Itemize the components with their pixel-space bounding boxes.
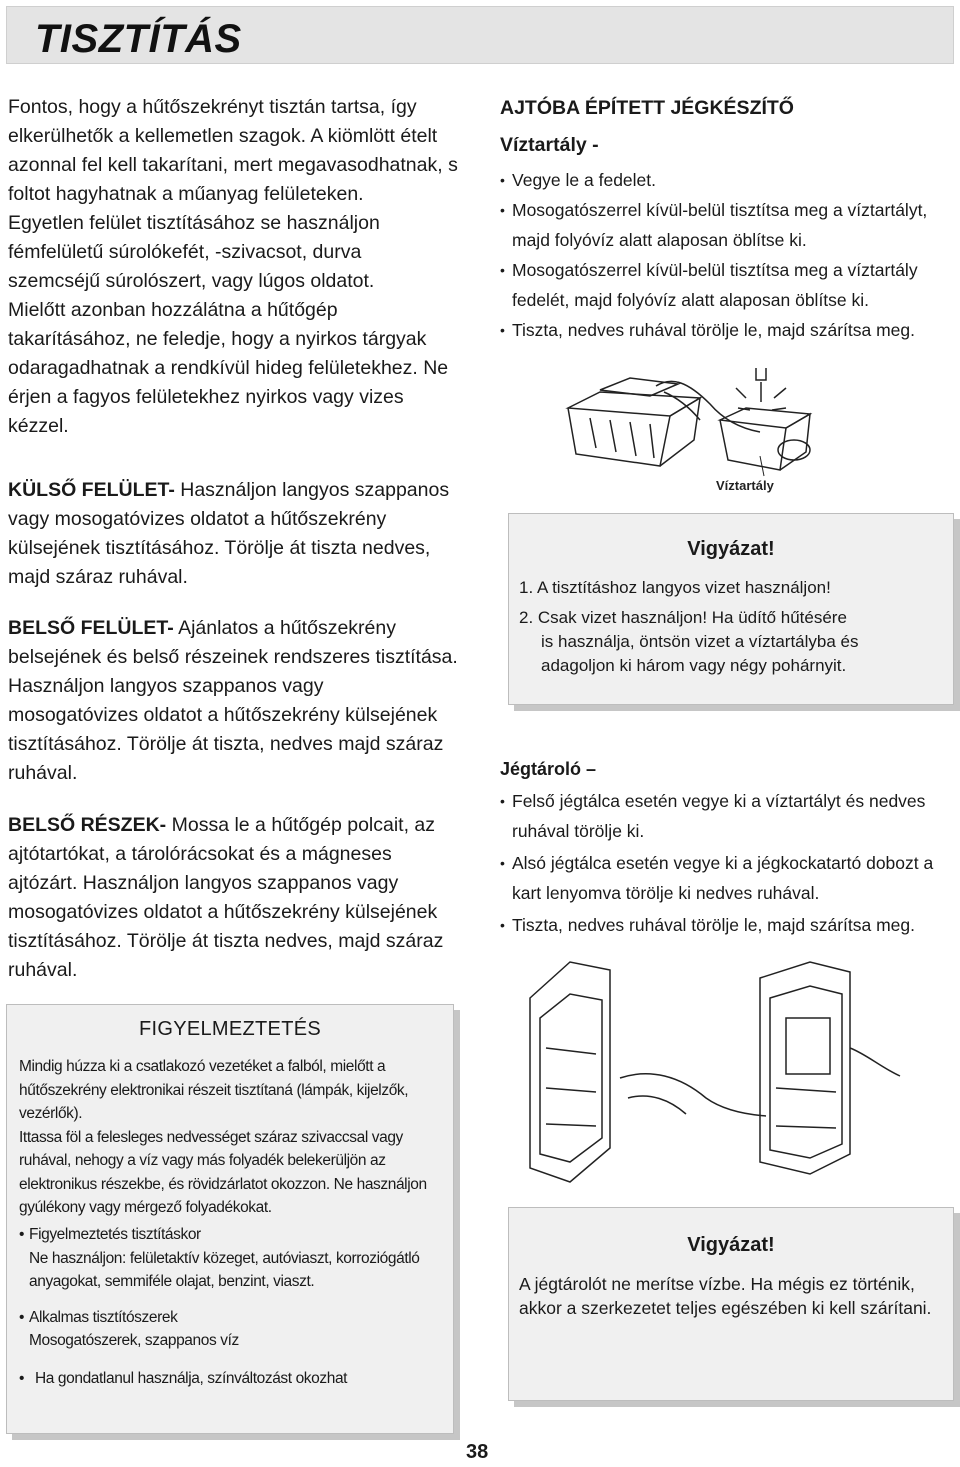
intro-paragraph-3: Mielőtt azonban hozzálátna a hűtőgép takarításához, ne feledje, hogy a nyirkos tárgyak odaragadhatnak a rendkívül hideg felületekhez. Ne érjen a fagyos felületekhez nyirkos vagy vizes kézzel.	[8, 299, 449, 437]
list-item: • Alsó jégtálca esetén vegye ki a jégkockatartó dobozt a kart lenyomva törölje ki nedves ruhával.	[500, 848, 955, 908]
exterior-section	[8, 476, 458, 592]
list-item: • Mosogatószerrel kívül-belül tisztítsa meg a víztartályt, majd folyóvíz alatt alaposan öblítse ki.	[500, 195, 955, 255]
water-tank-title: Víztartály -	[500, 134, 599, 156]
caution-text-2: A jégtárolót ne merítse vízbe. Ha mégis ez történik, akkor a szerkezetet teljes egészében ki kell szárítani.	[519, 1274, 932, 1318]
interior-text: Ajánlatos a hűtőszekrény belsejének és belső részeinek rendszeres tisztítása. Használjon langyos szappanos vagy mosogatóvizes oldatot a hűtőszekrény külsejének tisztításához. Törölje át tiszta, nedves majd száraz ruhával.	[8, 617, 458, 784]
water-tank-illustration	[560, 368, 820, 478]
label-pointer-line	[740, 456, 780, 486]
inner-parts-section	[8, 811, 458, 985]
caution-title-2: Vigyázat!	[687, 1234, 775, 1256]
list-item: • Felső jégtálca esetén vegye ki a víztartályt és nedves ruhával törölje ki.	[500, 786, 955, 846]
caution-box-2	[508, 1207, 954, 1401]
exterior-label: KÜLSŐ FELÜLET-	[8, 479, 175, 501]
water-tank-label: Víztartály	[716, 478, 774, 493]
intro-paragraph-1: Fontos, hogy a hűtőszekrényt tisztán tartsa, így elkerülhetők a kellemetlen szagok. A kiömlött ételt azonnal fel kell takarítani, mert megavasodhatnak, s foltot hagyhatnak a műanyag felületeken.	[8, 96, 458, 205]
page-title: TISZTÍTÁS	[35, 17, 242, 61]
warning-box	[6, 1004, 454, 1434]
ice-bin-list	[500, 786, 955, 940]
exterior-text: Használjon langyos szappanos vagy mosogatóvizes oldatot a hűtőszekrény külsejének tisztításához. Törölje át tiszta nedves, majd száraz ruhával.	[8, 479, 450, 588]
inner-parts-text: Mossa le a hűtőgép polcait, az ajtótartókat, a tárolórácsokat és a mágneses ajtózárt. Használjon langyos szappanos vagy mosogatóvizes oldatot a hűtőszekrény külsejének tisztításához. Törölje át tiszta nedves, majd száraz ruhával.	[8, 814, 444, 981]
warning-paragraph-1: Mindig húzza ki a csatlakozó vezetéket a falból, mielőtt a hűtőszekrény elektronikai részeit tisztítaná (lámpák, kijelzők, vezérlők).	[19, 1058, 409, 1122]
inner-parts-label: BELSŐ RÉSZEK-	[8, 814, 167, 836]
list-item: • Tiszta, nedves ruhával törölje le, majd szárítsa meg.	[500, 910, 955, 940]
warning-title: FIGYELMEZTETÉS	[138, 1018, 321, 1040]
ice-bin-illustration	[510, 958, 910, 1186]
caution-title-1: Vigyázat!	[687, 538, 775, 560]
warning-bullets	[19, 1223, 444, 1390]
intro-paragraph-2: Egyetlen felület tisztításához se használjon fémfelületű súrolókefét, -szivacsot, durva szemcséjű súrolószert, vagy lúgos oldatot.	[8, 212, 380, 292]
list-item: • Mosogatószerrel kívül-belül tisztítsa meg a víztartály fedelét, majd folyóvíz alatt alaposan öblítse ki.	[500, 255, 955, 315]
interior-section	[8, 614, 458, 788]
list-item: • Vegye le a fedelet.	[500, 165, 955, 195]
warning-paragraph-2: Ittassa föl a felesleges nedvességet száraz szivaccsal vagy ruhával, nehogy a víz vagy más folyadék belekerüljön az elektronikus részekbe, és rövidzárlatot okozzon. Ne használjon gyúlékony vagy mérgező folyadékokat.	[19, 1128, 427, 1216]
caution-box-1	[508, 513, 954, 705]
interior-label: BELSŐ FELÜLET-	[8, 617, 174, 639]
icemaker-section-title: AJTÓBA ÉPÍTETT JÉGKÉSZÍTŐ	[500, 97, 794, 119]
warning-bullet-2: • Alkalmas tisztítószerek Mosogatószerek, szappanos víz	[19, 1306, 444, 1353]
page-number: 38	[466, 1441, 489, 1463]
caution-text-1: 1. A tisztításhoz langyos vizet használjon! 2. Csak vizet használjon! Ha üdítő hűtésére is használja, öntsön vizet a víztartályba és adagoljon ki három vagy négy pohárnyit.	[519, 578, 859, 675]
warning-bullet-3: • Ha gondatlanul használja, színváltozást okozhat	[19, 1367, 444, 1391]
list-item: • Tiszta, nedves ruhával törölje le, majd szárítsa meg.	[500, 315, 955, 345]
ice-bin-title: Jégtároló –	[500, 759, 597, 779]
warning-bullet-1: • Figyelmeztetés tisztításkor Ne használjon: felületaktív közeget, autóviaszt, korroziógátló anyagokat, semmiféle olajat, benzint, viaszt.	[19, 1223, 444, 1294]
warning-text	[19, 1055, 444, 1220]
page-header	[6, 6, 954, 64]
intro-section	[8, 93, 458, 441]
water-tank-list	[500, 165, 955, 345]
